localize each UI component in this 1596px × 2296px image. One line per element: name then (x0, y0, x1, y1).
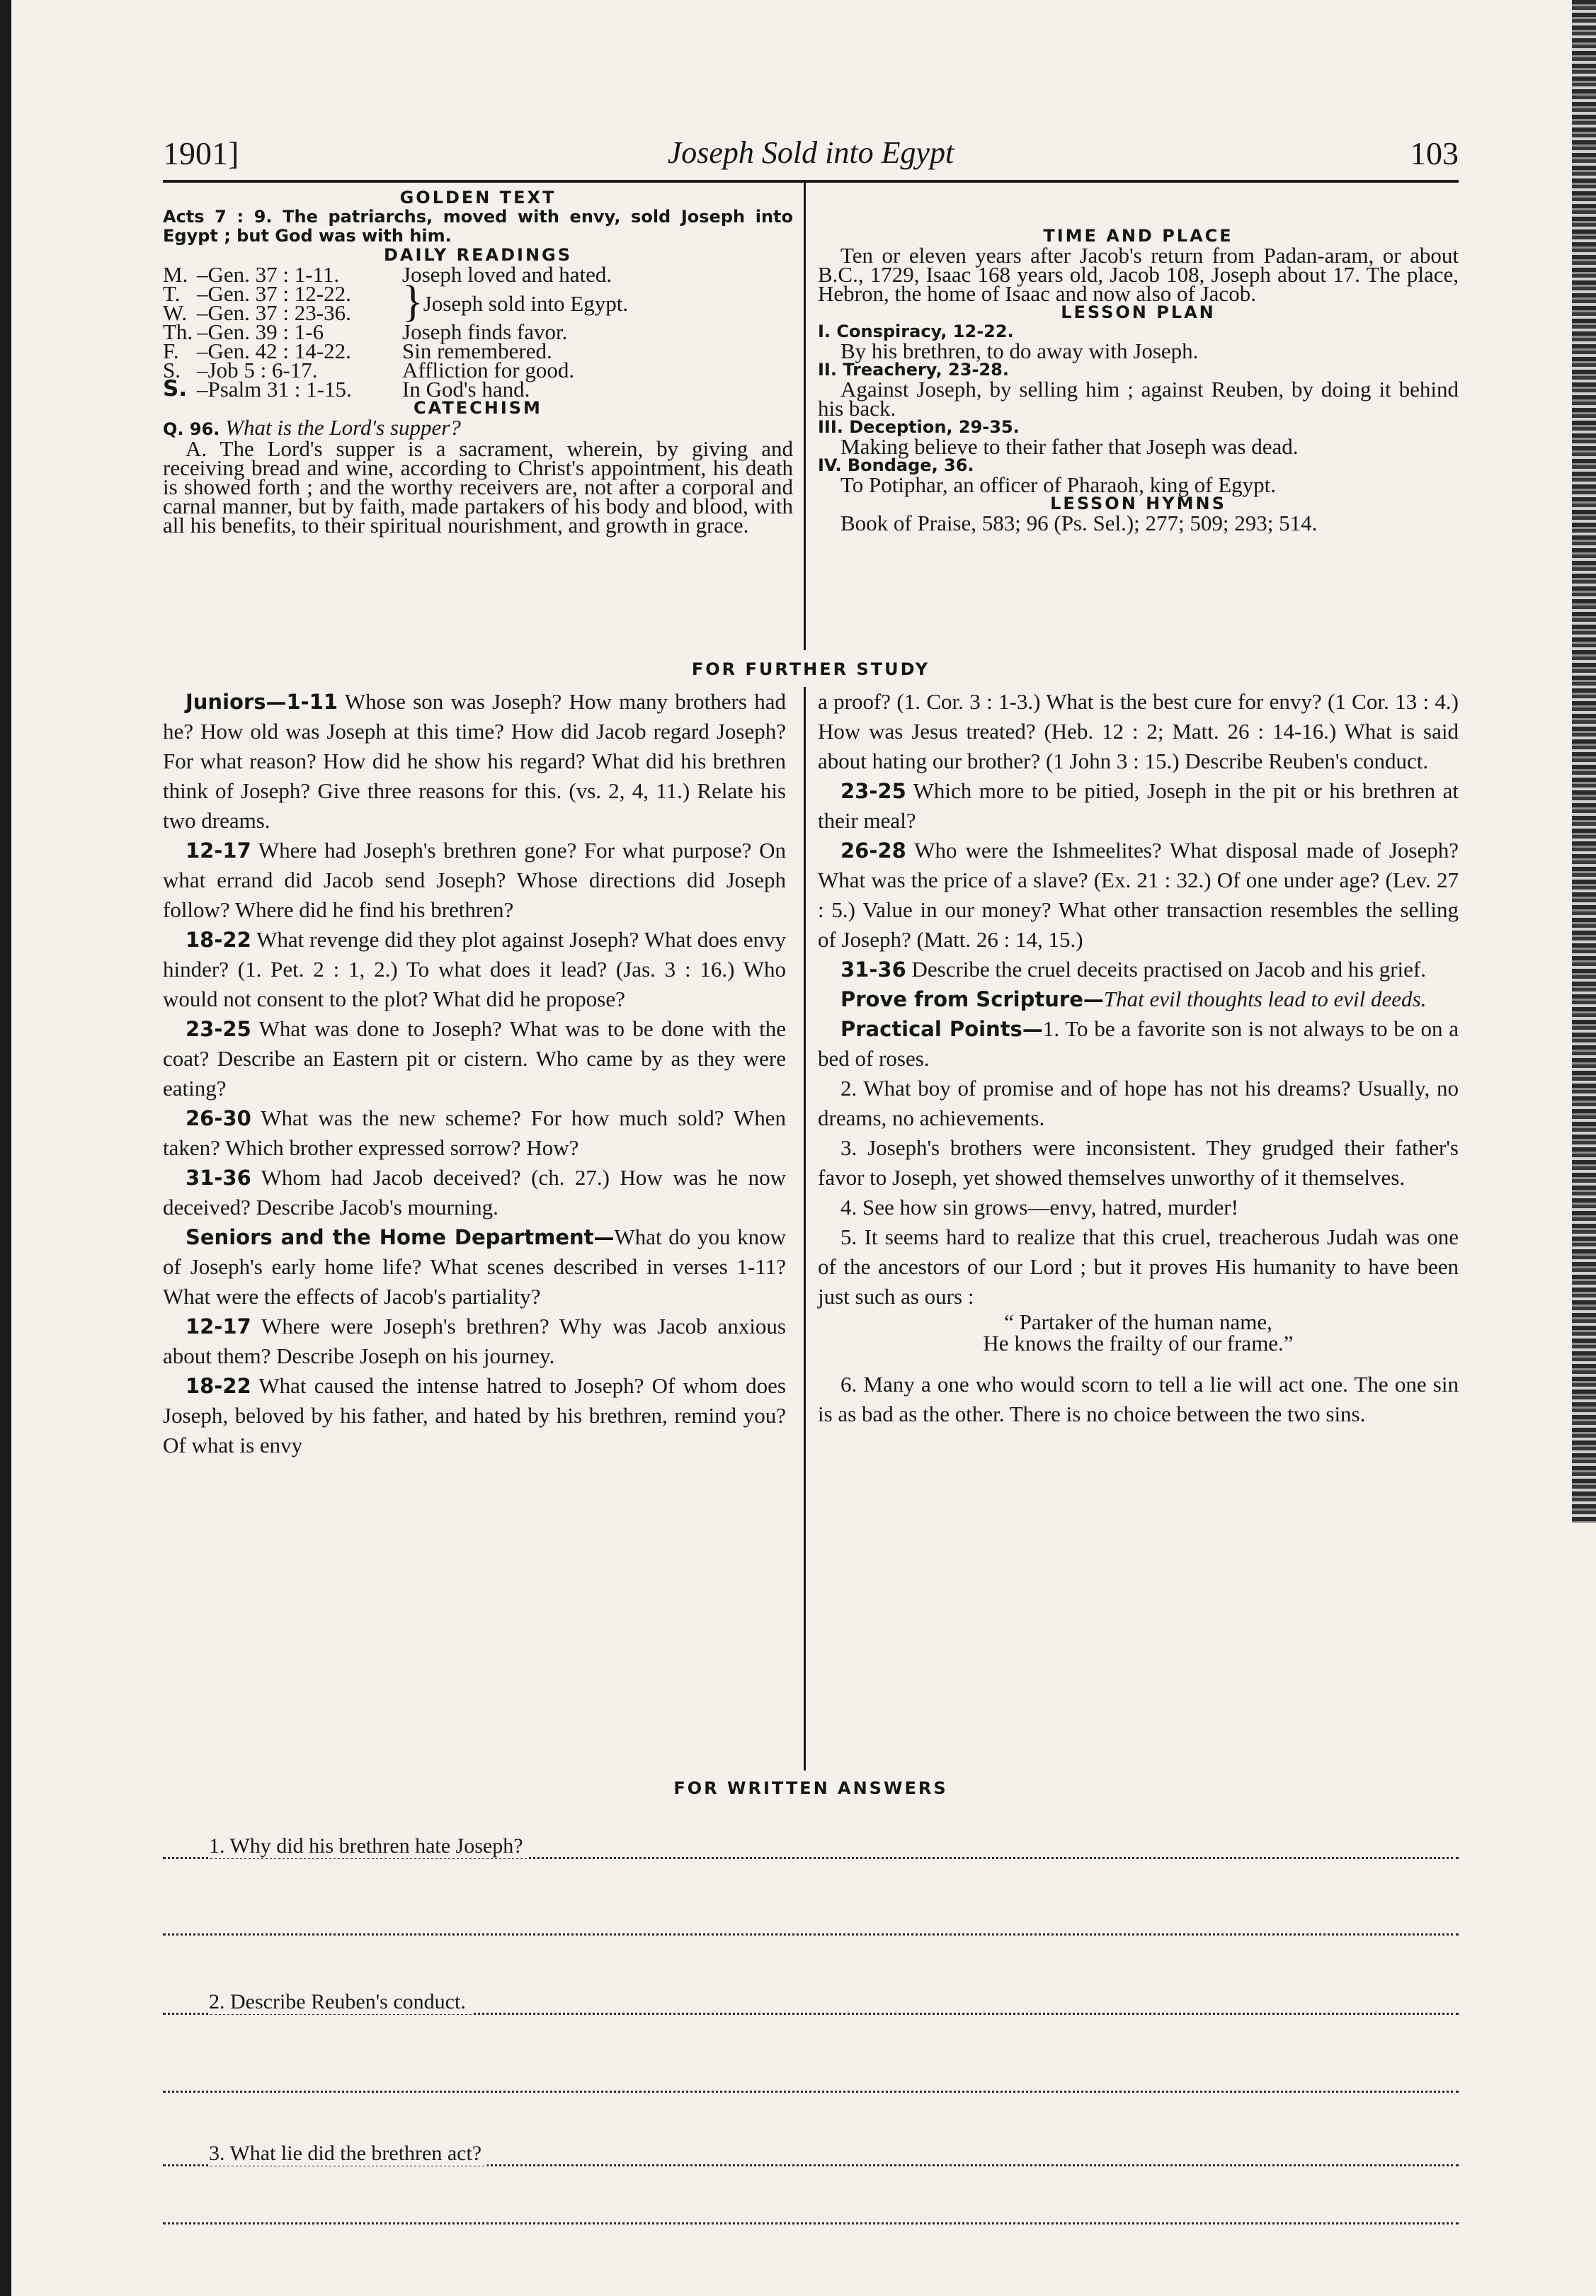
study-text: What was the new scheme? For how much sold? When taken? Which brother expressed sorrow? How? (163, 1106, 786, 1160)
catechism-question-number: Q. 96. (163, 419, 220, 439)
column-rule-middle (804, 687, 806, 1771)
daily-readings-heading: DAILY READINGS (383, 245, 573, 265)
study-paragraph (818, 836, 1459, 955)
study-label: 23-25 (840, 779, 906, 803)
reading-text: Joseph sold into Egypt. (423, 290, 629, 316)
study-text: Where had Joseph's brethren gone? For what purpose? On what errand did Jacob send Joseph? Whose directions did Joseph follow? Where did he find his brethren? (163, 838, 786, 922)
study-label: 31-36 (840, 957, 906, 982)
practical-point: 3. Joseph's brothers were inconsistent. They grudged their father's favor to Joseph, yet showed themselves unworthy of it themselves. (818, 1135, 1459, 1190)
prove-label: Prove from Scripture— (840, 987, 1104, 1011)
practical-point: 4. See how sin grows—envy, hatred, murder! (840, 1195, 1238, 1220)
lesson-plan-item-title: III. Deception, 29-35. (818, 417, 1020, 437)
lesson-plan-item-text: By his brethren, to do away with Joseph. (840, 339, 1199, 363)
top-right-column (818, 188, 1459, 533)
reading-day: S. (163, 358, 181, 382)
golden-text-heading: GOLDEN TEXT (399, 188, 557, 208)
running-header (163, 135, 1459, 191)
verse-line: He knows the frailty of our frame.” (983, 1331, 1294, 1356)
study-paragraph (163, 1312, 786, 1371)
practical-point-text: 1. To be a favorite son is not always to be on a bed of roses. (818, 1016, 1459, 1071)
study-label: 12-17 (186, 1314, 251, 1339)
prove-text: That evil thoughts lead to evil deeds. (1103, 987, 1427, 1011)
study-paragraph (163, 687, 786, 836)
study-label: 26-28 (840, 839, 906, 863)
further-study-left-column (163, 687, 786, 1460)
golden-text (163, 208, 793, 246)
reading-ref: –Gen. 37 : 1-11. (197, 262, 340, 287)
written-question-text: 2. Describe Reuben's conduct. (209, 1990, 472, 2014)
lesson-plan-item-title: I. Conspiracy, 12-22. (818, 322, 1014, 341)
study-label: 18-22 (186, 928, 251, 952)
reading-row (163, 380, 628, 399)
daily-readings-table (163, 262, 629, 402)
reading-ref: –Psalm 31 : 1-15. (197, 377, 352, 402)
lesson-plan-item (818, 455, 1459, 497)
reading-day: M. (163, 262, 188, 287)
reading-day: T. (163, 281, 181, 306)
verse-line: “ Partaker of the human name, (1004, 1309, 1272, 1334)
catechism-question-text: What is the Lord's supper? (225, 415, 461, 440)
study-label: 26-30 (186, 1106, 251, 1130)
reading-ref: –Gen. 37 : 12-22. (197, 281, 351, 306)
practical-point: 2. What boy of promise and of hope has not his dreams? Usually, no dreams, no achievements. (818, 1076, 1459, 1130)
study-label: Juniors—1-11 (186, 690, 338, 714)
golden-text-ref: Acts 7 : 9. (163, 207, 273, 227)
time-place-text: Ten or eleven years after Jacob's return from Padan-aram, or about B.C., 1729, Isaac 168 years old, Jacob 108, Joseph about 17. The place, Hebron, the home of Isaac and now also of Jacob. (818, 243, 1459, 306)
study-text: Where were Joseph's brethren? Why was Jacob anxious about them? Describe Joseph on his journey. (163, 1314, 786, 1368)
practical-point (818, 1014, 1459, 1074)
lesson-plan-item-title: II. Treachery, 23-28. (818, 360, 1009, 380)
study-paragraph (163, 1163, 786, 1222)
reading-text: Joseph finds favor. (402, 319, 568, 344)
catechism-question (163, 415, 793, 440)
reading-day: Th. (163, 319, 193, 344)
study-label: 31-36 (186, 1166, 251, 1190)
reading-text: Sin remembered. (402, 339, 552, 363)
lesson-plan-item-text: Against Joseph, by selling him ; against Reuben, by doing it behind his back. (818, 377, 1459, 421)
study-text: Who were the Ishmeelites? What disposal made of Joseph? What was the price of a slave? (Ex. 21 : 32.) Of one under age? (Lev. 27 : 5.) Value in our money? What other transaction resembles the selling of Joseph? (Matt. 26 : 14, 15.) (818, 838, 1459, 952)
study-text: What caused the intense hatred to Joseph? Of whom does Joseph, beloved by his father, and hated by his brethren, remind you? Of what is envy (163, 1373, 786, 1457)
top-left-column (163, 188, 793, 611)
prove-from-scripture (818, 984, 1459, 1014)
reading-ref: –Gen. 42 : 14-22. (197, 339, 351, 363)
reading-brace: } (402, 278, 423, 326)
lesson-plan-item (818, 417, 1459, 459)
study-text: Which more to be pitied, Joseph in the pit or his brethren at their meal? (818, 778, 1459, 833)
study-label: 18-22 (186, 1374, 251, 1398)
lesson-plan-item (818, 360, 1459, 421)
page (163, 120, 1459, 2231)
study-paragraph (163, 1371, 786, 1460)
written-question-text: 3. What lie did the brethren act? (209, 2142, 487, 2166)
scan-edge-left (0, 0, 11, 2296)
golden-text-body: The patriarchs, moved with envy, sold Joseph into Egypt ; but God was with him. (163, 207, 793, 246)
lesson-plan-item (818, 322, 1459, 363)
study-text: What do you know of Joseph's early home life? What scenes described in verses 1-11? What were the effects of Jacob's partiality? (163, 1224, 786, 1309)
study-paragraph (818, 955, 1459, 984)
reading-text: In God's hand. (402, 377, 530, 402)
answer-line[interactable] (163, 2222, 1459, 2224)
catechism-answer: A. The Lord's supper is a sacrament, wherein, by giving and receiving bread and wine, according to Christ's appointment, his death is showed forth ; and the worthy receivers are, not after a corporal and carnal manner, but by faith, made partakers of his body and blood, with all his benefits, to their spiritual nourishment, and growth in grace. (163, 439, 793, 538)
practical-point: 6. Many a one who would scorn to tell a lie will act one. The one sin is as bad as the other. There is no choice between the two sins. (818, 1372, 1459, 1426)
answer-line[interactable] (163, 1933, 1459, 1936)
lesson-hymns-heading: LESSON HYMNS (1050, 494, 1226, 513)
reading-text: Joseph loved and hated. (402, 262, 612, 287)
reading-text: Affliction for good. (402, 358, 575, 382)
study-text: Whom had Jacob deceived? (ch. 27.) How was he now deceived? Describe Jacob's mourning. (163, 1165, 786, 1220)
study-paragraph (163, 1103, 786, 1163)
reading-day: W. (163, 300, 188, 325)
study-text: What was done to Joseph? What was to be done with the coat? Describe an Eastern pit or cistern. Who came by as they were eating? (163, 1016, 786, 1101)
header-rule (163, 180, 1459, 183)
reading-day: S. (163, 376, 188, 402)
study-label: 12-17 (186, 839, 251, 863)
reading-ref: –Gen. 37 : 23-36. (197, 300, 351, 325)
header-page-number: 103 (1410, 135, 1459, 171)
reading-ref: –Gen. 39 : 1-6 (197, 319, 324, 344)
lesson-plan-item-text: To Potiphar, an officer of Pharaoh, king of Egypt. (840, 472, 1277, 497)
study-text: What revenge did they plot against Joseph? What does envy hinder? (1. Pet. 2 : 1, 2.) To what does it lead? (Jas. 3 : 16.) Who would not consent to the plot? What did he propose? (163, 927, 786, 1011)
practical-label: Practical Points— (840, 1017, 1043, 1041)
reading-day: F. (163, 339, 179, 363)
scan-edge-right (1572, 0, 1596, 1523)
header-year: 1901] (163, 135, 239, 171)
study-paragraph (163, 925, 786, 1014)
practical-point: 5. It seems hard to realize that this cruel, treacherous Judah was one of the ancestors of our Lord ; but it proves His humanity to have been just such as ours : (818, 1224, 1459, 1309)
study-label: 23-25 (186, 1017, 251, 1041)
study-paragraph (163, 836, 786, 925)
lesson-plan-item-text: Making believe to their father that Joseph was dead. (840, 434, 1299, 459)
study-paragraph (818, 776, 1459, 836)
time-place-heading: TIME AND PLACE (1043, 226, 1233, 246)
further-study-right-column (818, 687, 1459, 1429)
study-continuation: a proof? (1. Cor. 3 : 1-3.) What is the best cure for envy? (1 Cor. 13 : 4.) How was Jesus treated? (Heb. 12 : 2; Matt. 26 : 14-16.) What is said about hating our brother? (1 John 3 : 15.) Describe Reuben's conduct. (818, 689, 1459, 773)
study-text: Whose son was Joseph? How many brothers had he? How old was Joseph at this time? How did Jacob regard Joseph? For what reason? How did he show his regard? What did his brethren think of Joseph? Give three reasons for this. (vs. 2, 4, 11.) Relate his two dreams. (163, 689, 786, 833)
answer-line[interactable] (163, 2091, 1459, 2093)
catechism-heading: CATECHISM (414, 398, 542, 418)
reading-ref: –Job 5 : 6-17. (197, 358, 318, 382)
column-rule-top (804, 183, 806, 650)
written-question-text: 1. Why did his brethren hate Joseph? (209, 1834, 529, 1858)
study-text: Describe the cruel deceits practised on Jacob and his grief. (906, 957, 1426, 982)
study-label: Seniors and the Home Department— (186, 1225, 615, 1249)
study-paragraph (163, 1014, 786, 1103)
further-study-heading: FOR FURTHER STUDY (691, 659, 930, 679)
lesson-plan-item-title: IV. Bondage, 36. (818, 455, 974, 475)
written-answers-heading: FOR WRITTEN ANSWERS (673, 1778, 948, 1798)
header-title: Joseph Sold into Egypt (667, 135, 954, 170)
lesson-plan-heading: LESSON PLAN (1061, 302, 1216, 322)
lesson-hymns-text: Book of Praise, 583; 96 (Ps. Sel.); 277; 509; 293; 514. (840, 511, 1318, 535)
study-paragraph (163, 1222, 786, 1312)
